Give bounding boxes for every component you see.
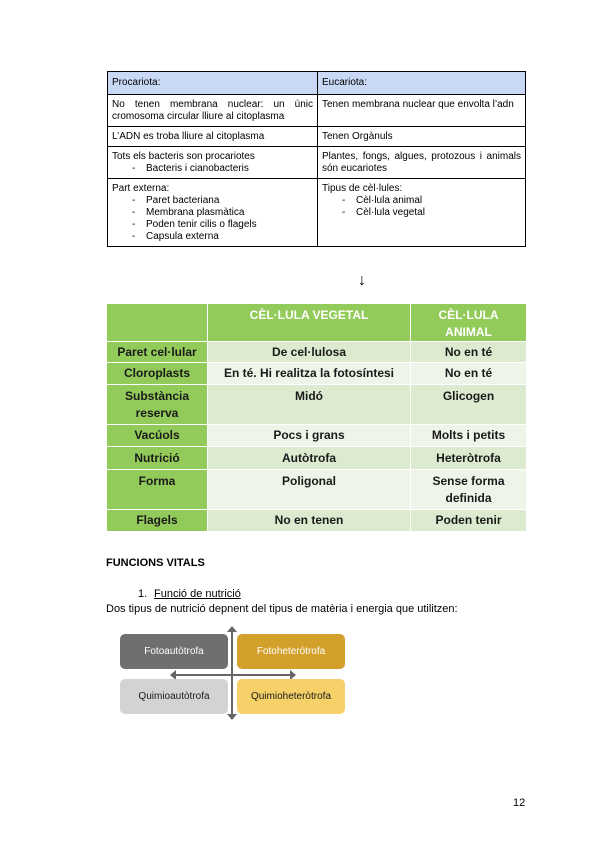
row-label: Substància reserva xyxy=(107,385,208,425)
row-label: Nutrició xyxy=(107,447,208,470)
table-cell: No tenen membrana nuclear: un únic cromosoma circular lliure al citoplasma xyxy=(108,95,318,127)
nutrition-types-diagram xyxy=(119,626,349,721)
header-eukaryote: Eucariota: xyxy=(318,72,526,95)
table-row xyxy=(107,425,527,447)
list-item: - Bacteris i cianobacteris xyxy=(132,163,313,175)
down-arrow-icon: ↓ xyxy=(358,272,366,289)
plant-value: Midó xyxy=(208,385,411,425)
list-item: - Cèl·lula vegetal xyxy=(342,207,521,219)
row-label: Vacúols xyxy=(107,425,208,447)
paragraph: Dos tipus de nutrició depnent del tipus de matèria i energia que utilitzen: xyxy=(106,603,458,615)
table-cell: Tenen membrana nuclear que envolta l’adn xyxy=(318,95,526,127)
table-cell xyxy=(318,179,526,247)
arrow-up-icon xyxy=(227,626,237,632)
table-row xyxy=(108,179,526,247)
plant-animal-cell-table xyxy=(106,303,527,532)
animal-value: Molts i petits xyxy=(411,425,527,447)
table-row xyxy=(107,510,527,532)
list-item: - Paret bacteriana xyxy=(132,195,313,207)
table-cell: L’ADN es troba lliure al citoplasma xyxy=(108,127,318,147)
table-row xyxy=(107,385,527,425)
bullet-list xyxy=(112,163,313,175)
table-row xyxy=(107,470,527,510)
prokaryote-eukaryote-table xyxy=(107,71,526,247)
table-cell: Tenen Orgànuls xyxy=(318,127,526,147)
table-row xyxy=(107,342,527,363)
cell-text: Tipus de cèl·lules: xyxy=(322,183,403,194)
list-item-label: Funció de nutrició xyxy=(154,588,241,600)
table-row xyxy=(108,127,526,147)
table-header-row xyxy=(107,304,527,342)
cell-text: Part externa: xyxy=(112,183,170,194)
table-row xyxy=(108,95,526,127)
list-item: - Membrana plasmàtica xyxy=(132,207,313,219)
chemoheterotroph-box: Quimioheteròtrofa xyxy=(237,679,345,714)
photoheterotroph-box: Fotoheteròtrofa xyxy=(237,634,345,669)
list-item: - Cèl·lula animal xyxy=(342,195,521,207)
row-label: Flagels xyxy=(107,510,208,532)
animal-value: No en té xyxy=(411,363,527,385)
header-animal-cell: CÈL·LULA ANIMAL xyxy=(411,304,527,342)
chemoautotroph-box: Quimioautòtrofa xyxy=(120,679,228,714)
animal-value: No en té xyxy=(411,342,527,363)
list-item: - Poden tenir cilis o flagels xyxy=(132,219,313,231)
page-number: 12 xyxy=(513,797,526,809)
animal-value: Glicogen xyxy=(411,385,527,425)
arrow-down-icon xyxy=(227,714,237,720)
plant-value: No en tenen xyxy=(208,510,411,532)
table-header-row xyxy=(108,72,526,95)
bullet-list xyxy=(322,195,521,219)
table-cell: Plantes, fongs, algues, protozous i animals són eucariotes xyxy=(318,147,526,179)
animal-value: Heteròtrofa xyxy=(411,447,527,470)
list-item: - Capsula externa xyxy=(132,231,313,243)
row-label: Forma xyxy=(107,470,208,510)
plant-value: En té. Hi realitza la fotosíntesi xyxy=(208,363,411,385)
table-row xyxy=(107,447,527,470)
animal-value: Poden tenir xyxy=(411,510,527,532)
animal-value: Sense forma definida xyxy=(411,470,527,510)
list-number: 1. xyxy=(138,588,148,600)
row-label: Cloroplasts xyxy=(107,363,208,385)
plant-value: Poligonal xyxy=(208,470,411,510)
plant-value: De cel·lulosa xyxy=(208,342,411,363)
horizontal-axis xyxy=(174,674,292,676)
table-cell xyxy=(108,179,318,247)
photoautotroph-box: Fotoautòtrofa xyxy=(120,634,228,669)
vertical-axis xyxy=(231,628,233,718)
plant-value: Autòtrofa xyxy=(208,447,411,470)
table-row xyxy=(107,363,527,385)
row-label: Paret cel·lular xyxy=(107,342,208,363)
cell-text: Tots els bacteris son procariotes xyxy=(112,151,255,162)
section-title: FUNCIONS VITALS xyxy=(106,557,205,569)
plant-value: Pocs i grans xyxy=(208,425,411,447)
table-row xyxy=(108,147,526,179)
header-prokaryote: Procariota: xyxy=(108,72,318,95)
header-plant-cell: CÈL·LULA VEGETAL xyxy=(208,304,411,342)
header-empty xyxy=(107,304,208,342)
bullet-list xyxy=(112,195,313,243)
table-cell xyxy=(108,147,318,179)
